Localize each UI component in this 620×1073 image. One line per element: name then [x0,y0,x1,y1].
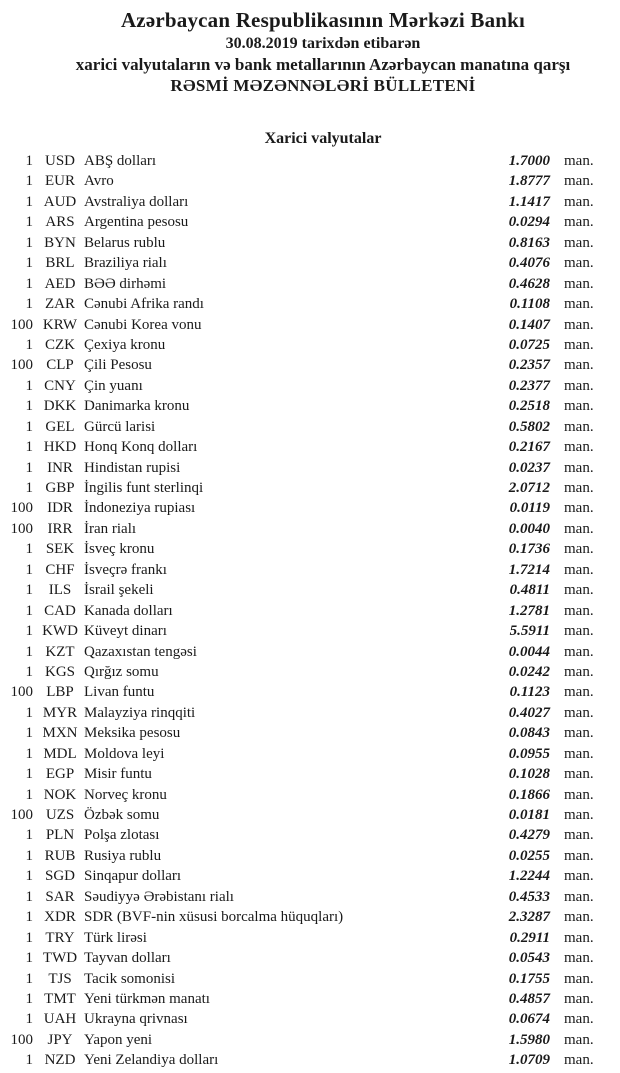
row-currency-code: USD [44,153,75,169]
row-unit-label: man. [564,1052,594,1069]
row-unit-label: man. [564,827,594,844]
row-currency-code: KWD [42,623,78,640]
row-currency-name: İndoneziya rupiası [84,500,196,517]
row-unit-label: man. [564,296,594,313]
row-currency-code: IRR [47,520,73,537]
row-currency-code: KRW [42,316,78,333]
row-currency-code: MYR [42,704,78,721]
row-rate-value: 0.0543 [508,950,550,967]
row-quantity: 1 [25,643,33,660]
row-quantity: 1 [25,418,33,435]
row-currency-name: Yapon yeni [84,1031,153,1048]
row-currency-name: Tacik somonisi [84,970,176,987]
table-row [0,212,620,232]
row-currency-code: AED [44,275,76,292]
row-unit-label: man. [564,398,594,415]
row-currency-code: GBP [45,480,75,496]
row-quantity: 100 [10,316,33,333]
row-currency-code: CNY [44,377,76,394]
row-quantity: 100 [10,684,33,701]
section-title-foreign-currencies: Xarici valyutalar [264,130,382,147]
row-currency-code: EUR [45,173,75,190]
table-row [0,682,620,702]
table-row [0,825,620,845]
row-rate-value: 0.2518 [508,398,550,415]
row-currency-name: Çin yuanı [84,377,143,394]
row-rate-value: 2.3287 [508,909,550,926]
row-currency-code: NOK [43,786,77,803]
row-currency-name: Danimarka kronu [84,398,190,415]
row-unit-label: man. [564,643,594,660]
row-currency-name: Səudiyyə Ərəbistanı rialı [84,888,234,905]
table-row [0,498,620,518]
row-currency-name: Hindistan rupisi [84,459,181,476]
row-currency-name: Argentina pesosu [84,214,189,231]
table-row [0,601,620,621]
row-rate-value: 0.1407 [508,316,550,333]
row-rate-value: 0.0237 [508,459,550,476]
row-quantity: 1 [25,296,33,313]
row-currency-code: TMT [44,990,76,1007]
bulletin-title: RƏSMİ MƏZƏNNƏLƏRİ BÜLLETENİ [170,76,476,95]
table-row [0,539,620,559]
row-unit-label: man. [564,1011,594,1028]
row-quantity: 1 [25,888,33,905]
row-rate-value: 0.1108 [509,296,550,313]
row-currency-name: Belarus rublu [84,234,166,251]
row-quantity: 1 [25,336,33,353]
row-currency-name: Malayziya rinqqiti [84,704,196,721]
row-currency-code: CZK [45,336,75,353]
row-unit-label: man. [564,847,594,864]
row-quantity: 1 [25,929,33,946]
row-unit-label: man. [564,500,594,517]
table-row [0,335,620,355]
row-currency-name: İran rialı [84,520,137,537]
row-quantity: 100 [10,500,33,517]
row-rate-value: 0.2911 [509,929,550,946]
row-currency-code: MDL [43,745,77,762]
table-row [0,948,620,968]
row-quantity: 1 [25,847,33,864]
row-currency-name: İsveçrə frankı [84,561,167,578]
row-currency-code: SGD [44,868,75,885]
row-currency-name: Cənubi Afrika randı [84,296,204,313]
row-rate-value: 0.2357 [508,357,550,374]
row-currency-name: Avstraliya dolları [84,193,189,210]
row-rate-value: 0.0255 [508,847,550,864]
row-currency-name: Honq Konq dolları [84,439,198,456]
row-quantity: 1 [25,1052,33,1069]
row-rate-value: 0.1755 [508,970,550,987]
row-quantity: 1 [25,582,33,599]
row-unit-label: man. [564,766,594,783]
table-row [0,621,620,641]
row-currency-name: Tayvan dolları [84,950,171,967]
row-unit-label: man. [564,745,594,762]
row-unit-label: man. [564,704,594,721]
row-currency-code: CHF [45,561,75,578]
row-rate-value: 1.7214 [508,561,550,578]
row-currency-name: ABŞ dolları [84,153,157,169]
row-unit-label: man. [564,663,594,680]
row-unit-label: man. [564,316,594,333]
row-currency-name: İsrail şekeli [84,582,154,599]
row-currency-code: PLN [45,827,75,844]
row-quantity: 1 [25,950,33,967]
row-currency-code: ILS [48,582,72,599]
table-row [0,989,620,1009]
table-row [0,519,620,539]
row-currency-code: NZD [44,1052,76,1069]
row-currency-name: Sinqapur dolları [84,868,182,885]
table-row [0,376,620,396]
row-rate-value: 0.0725 [508,336,550,353]
row-currency-code: ZAR [45,296,75,313]
table-row [0,703,620,723]
row-currency-name: Qazaxıstan tengəsi [84,643,197,660]
row-currency-code: TJS [48,970,72,987]
row-currency-name: Ukrayna qrivnası [84,1011,188,1028]
row-currency-name: Misir funtu [84,766,152,783]
row-quantity: 100 [10,520,33,537]
row-rate-value: 1.8777 [508,173,550,190]
row-quantity: 1 [25,725,33,742]
row-rate-value: 1.1417 [508,193,550,210]
table-row [0,396,620,416]
row-currency-code: GEL [45,418,75,435]
row-unit-label: man. [564,561,594,578]
row-unit-label: man. [564,909,594,926]
row-unit-label: man. [564,868,594,885]
row-unit-label: man. [564,541,594,558]
table-row [0,417,620,437]
row-rate-value: 0.0119 [509,500,550,517]
row-rate-value: 0.0955 [508,745,550,762]
row-unit-label: man. [564,153,594,169]
row-unit-label: man. [564,480,594,496]
row-rate-value: 0.0294 [508,214,550,231]
row-currency-name: BƏƏ dirhəmi [84,275,167,292]
row-currency-name: Cənubi Korea vonu [84,316,202,333]
row-unit-label: man. [564,520,594,537]
table-row [0,744,620,764]
row-rate-value: 0.0181 [508,807,550,823]
table-row [0,560,620,580]
row-currency-code: CLP [46,357,74,374]
row-currency-code: BYN [44,234,76,251]
row-currency-code: XDR [44,909,76,926]
row-unit-label: man. [564,214,594,231]
row-currency-code: SEK [45,541,75,558]
row-quantity: 1 [25,377,33,394]
row-unit-label: man. [564,234,594,251]
table-row [0,171,620,191]
row-currency-name: İsveç kronu [84,541,155,558]
row-currency-name: Çexiya kronu [84,336,166,353]
row-rate-value: 2.0712 [508,480,550,496]
row-rate-value: 0.2167 [508,439,550,456]
row-currency-name: Qırğız somu [84,663,159,680]
rates-table [0,151,620,1071]
row-currency-code: EGP [45,766,75,783]
row-currency-name: SDR (BVF-nin xüsusi borcalma hüquqları) [84,909,344,926]
row-rate-value: 0.1866 [508,786,550,803]
table-row [0,866,620,886]
row-currency-code: UAH [43,1011,77,1028]
row-unit-label: man. [564,275,594,292]
row-quantity: 100 [10,807,33,823]
table-row [0,642,620,662]
row-currency-name: İngilis funt sterlinqi [84,480,204,496]
table-row [0,437,620,457]
row-rate-value: 0.0843 [508,725,550,742]
row-rate-value: 5.5911 [509,623,550,640]
row-currency-code: RUB [44,847,76,864]
row-currency-code: BRL [45,255,75,272]
row-currency-code: DKK [43,398,77,415]
row-unit-label: man. [564,786,594,803]
row-currency-code: ARS [45,214,75,231]
row-unit-label: man. [564,459,594,476]
row-currency-name: Küveyt dinarı [84,623,167,640]
table-row [0,315,620,335]
row-currency-code: TWD [42,950,78,967]
row-quantity: 1 [25,990,33,1007]
table-row [0,355,620,375]
row-unit-label: man. [564,357,594,374]
bulletin-subtitle: xarici valyutaların və bank metallarının Azərbaycan manatına qarşı [75,55,571,74]
row-currency-name: Braziliya rialı [84,255,167,272]
row-currency-name: Rusiya rublu [84,847,162,864]
row-unit-label: man. [564,255,594,272]
row-currency-code: KZT [45,643,75,660]
row-rate-value: 0.0040 [508,520,550,537]
row-rate-value: 1.7000 [508,153,550,169]
row-currency-code: TRY [45,929,75,946]
row-quantity: 100 [10,357,33,374]
row-quantity: 1 [25,214,33,231]
row-rate-value: 0.4628 [508,275,550,292]
row-currency-name: Norveç kronu [84,786,167,803]
row-quantity: 100 [10,1031,33,1048]
row-quantity: 1 [25,398,33,415]
table-row [0,846,620,866]
row-rate-value: 1.2244 [508,868,550,885]
row-currency-name: Kanada dolları [84,602,173,619]
row-currency-name: Avro [84,173,114,190]
row-quantity: 1 [25,439,33,456]
row-quantity: 1 [25,193,33,210]
row-unit-label: man. [564,602,594,619]
table-row [0,662,620,682]
row-quantity: 1 [25,561,33,578]
table-row [0,294,620,314]
row-currency-name: Yeni Zelandiya dolları [84,1052,219,1069]
row-quantity: 1 [25,459,33,476]
table-row [0,151,620,171]
row-unit-label: man. [564,582,594,599]
row-quantity: 1 [25,255,33,272]
table-row [0,887,620,907]
table-row [0,723,620,743]
table-row [0,1050,620,1070]
row-quantity: 1 [25,623,33,640]
row-rate-value: 0.4076 [508,255,550,272]
row-quantity: 1 [25,766,33,783]
row-currency-name: Gürcü larisi [84,418,156,435]
row-unit-label: man. [564,1031,594,1048]
row-unit-label: man. [564,173,594,190]
row-rate-value: 0.4279 [508,827,550,844]
table-row [0,274,620,294]
row-quantity: 1 [25,786,33,803]
row-quantity: 1 [25,602,33,619]
row-rate-value: 0.1123 [509,684,550,701]
row-currency-name: Livan funtu [84,684,155,701]
table-row [0,1030,620,1050]
row-quantity: 1 [25,663,33,680]
row-rate-value: 0.4857 [508,990,550,1007]
row-unit-label: man. [564,684,594,701]
row-rate-value: 0.2377 [508,377,550,394]
row-rate-value: 0.1028 [508,766,550,783]
row-rate-value: 1.0709 [508,1052,550,1069]
row-rate-value: 0.4533 [508,888,550,905]
row-unit-label: man. [564,377,594,394]
table-row [0,1009,620,1029]
row-unit-label: man. [564,929,594,946]
row-currency-code: LBP [46,684,74,701]
table-row [0,928,620,948]
row-currency-code: KGS [44,663,75,680]
row-currency-name: Meksika pesosu [84,725,181,742]
table-row [0,805,620,825]
row-quantity: 1 [25,970,33,987]
table-row [0,192,620,212]
row-quantity: 1 [25,704,33,721]
row-rate-value: 0.4811 [509,582,550,599]
row-unit-label: man. [564,418,594,435]
row-rate-value: 0.0044 [508,643,550,660]
bulletin-header [0,0,620,97]
row-currency-code: INR [47,459,73,476]
row-unit-label: man. [564,623,594,640]
row-currency-code: AUD [43,193,77,210]
row-currency-code: HKD [43,439,77,456]
row-currency-code: UZS [45,807,75,823]
row-quantity: 1 [25,153,33,169]
row-quantity: 1 [25,480,33,496]
table-row [0,764,620,784]
table-row [0,580,620,600]
row-quantity: 1 [25,173,33,190]
row-unit-label: man. [564,807,594,823]
row-currency-code: MXN [42,725,78,742]
row-quantity: 1 [25,275,33,292]
row-unit-label: man. [564,193,594,210]
row-unit-label: man. [564,725,594,742]
row-currency-name: Özbək somu [84,807,160,823]
row-unit-label: man. [564,888,594,905]
row-quantity: 1 [25,909,33,926]
row-rate-value: 0.8163 [508,234,550,251]
row-unit-label: man. [564,336,594,353]
table-row [0,458,620,478]
row-unit-label: man. [564,439,594,456]
row-currency-code: IDR [47,500,73,517]
table-row [0,478,620,498]
table-row [0,253,620,273]
table-row [0,785,620,805]
row-currency-name: Yeni türkmən manatı [84,990,210,1007]
row-rate-value: 1.5980 [508,1031,550,1048]
row-currency-name: Türk lirəsi [84,929,147,946]
row-rate-value: 0.1736 [508,541,550,558]
table-row [0,969,620,989]
effective-date: 30.08.2019 tarixdən etibarən [225,35,421,52]
table-row [0,233,620,253]
row-quantity: 1 [25,1011,33,1028]
row-currency-code: CAD [44,602,76,619]
row-unit-label: man. [564,990,594,1007]
row-rate-value: 1.2781 [508,602,550,619]
row-currency-code: JPY [47,1031,73,1048]
row-quantity: 1 [25,868,33,885]
row-rate-value: 0.0242 [508,663,550,680]
row-currency-name: Polşa zlotası [84,827,160,844]
row-currency-code: SAR [45,888,75,905]
bank-title: Azərbaycan Respublikasının Mərkəzi Bankı [120,8,526,32]
row-rate-value: 0.0674 [508,1011,550,1028]
row-unit-label: man. [564,970,594,987]
table-row [0,907,620,927]
row-quantity: 1 [25,745,33,762]
row-quantity: 1 [25,234,33,251]
row-rate-value: 0.4027 [508,704,550,721]
row-currency-name: Çili Pesosu [84,357,152,374]
row-quantity: 1 [25,827,33,844]
row-currency-name: Moldova leyi [84,745,165,762]
row-quantity: 1 [25,541,33,558]
row-unit-label: man. [564,950,594,967]
row-rate-value: 0.5802 [508,418,550,435]
